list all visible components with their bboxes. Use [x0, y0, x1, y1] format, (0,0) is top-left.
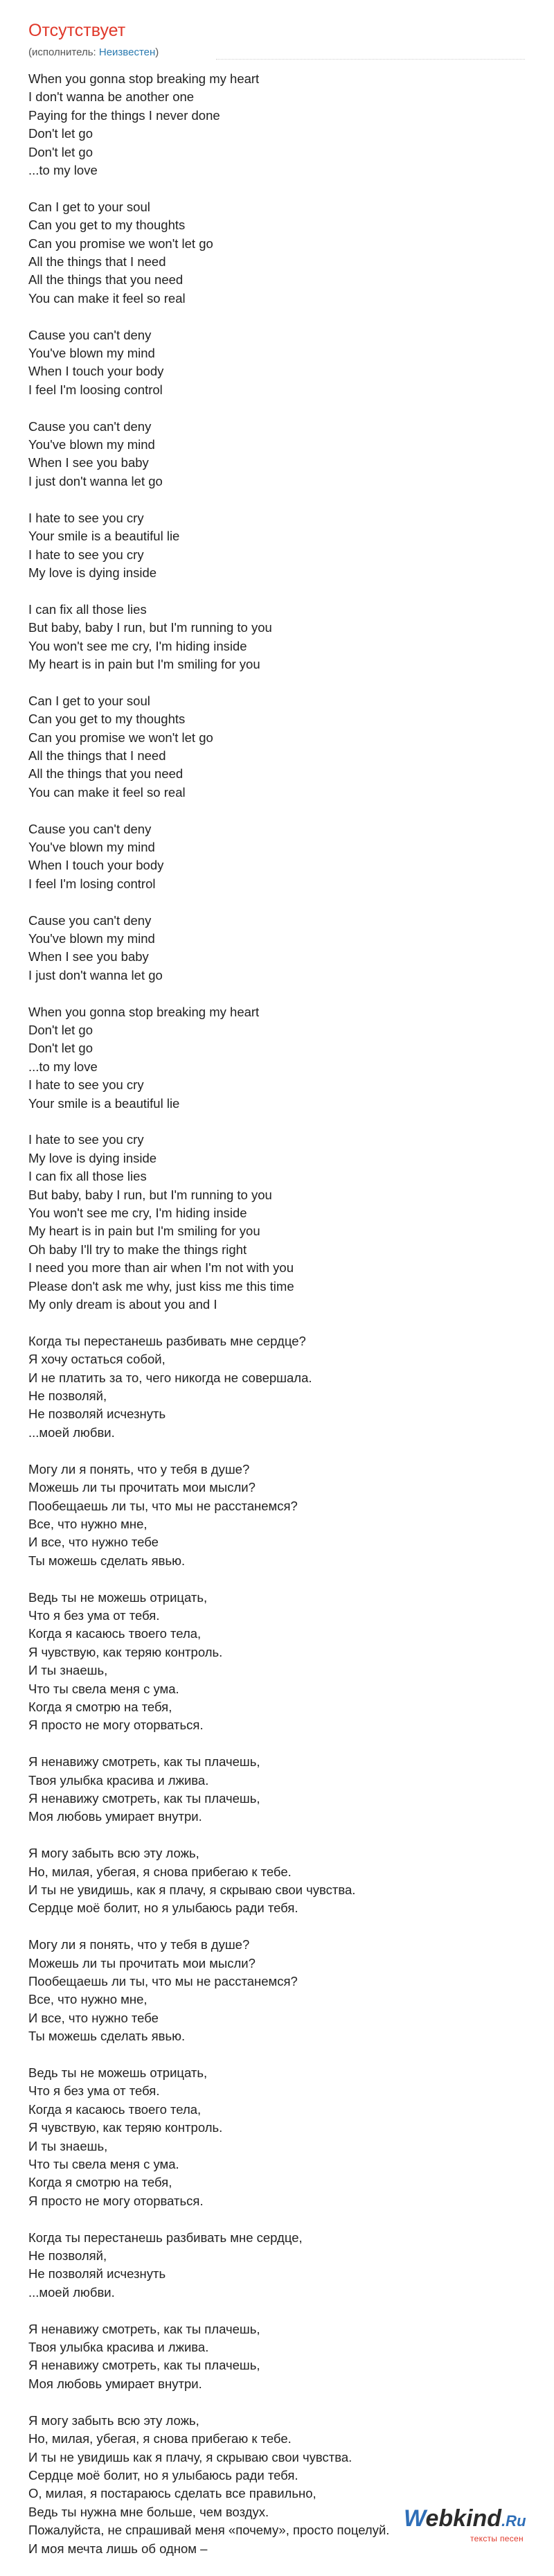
lyrics-stanza — [28, 1844, 527, 1918]
lyric-line: Могу ли я понять, что у тебя в душе? — [28, 1937, 250, 1952]
lyric-line: You won't see me cry, I'm hiding inside — [28, 638, 247, 653]
lyric-line: Don't let go — [28, 1022, 93, 1037]
lyric-line: Не позволяй, — [28, 1388, 107, 1404]
lyric-line: Твоя улыбка красива и лжива. — [28, 1772, 209, 1788]
lyrics-stanza — [28, 692, 527, 802]
lyric-line: И ты не увидишь, как я плачу, я скрываю свои чувства. — [28, 1882, 356, 1897]
lyric-line: When I see you baby — [28, 949, 149, 964]
lyric-line: I need you more than air when I'm not with you — [28, 1260, 294, 1276]
lyric-line: Когда я смотрю на тебя, — [28, 1699, 172, 1714]
lyric-line: Что я без ума от тебя. — [28, 2083, 160, 2099]
song-title: Отсутствует — [28, 21, 126, 40]
lyric-line: I hate to see you cry — [28, 510, 144, 525]
lyric-line: Cause you can't deny — [28, 821, 152, 836]
lyric-line: Ты можешь сделать явью. — [28, 1553, 186, 1568]
lyrics-stanza — [28, 326, 527, 400]
lyrics-body — [28, 70, 527, 2576]
lyric-line: Can you promise we won't let go — [28, 730, 213, 745]
lyric-line: Пообещаешь ли ты, что мы не расстанемся? — [28, 1974, 298, 1988]
lyric-line: Paying for the things I never done — [28, 107, 220, 123]
lyrics-stanza — [28, 418, 527, 491]
lyric-line: Can you get to my thoughts — [28, 218, 186, 233]
artist-line — [28, 46, 159, 58]
artist-prefix: (исполнитель: — [28, 46, 99, 58]
lyric-line: Но, милая, убегая, я снова прибегаю к тебе. — [28, 1864, 292, 1879]
lyric-line: Когда ты перестанешь разбивать мне сердце, — [28, 2230, 303, 2245]
lyric-line: Я ненавижу смотреть, как ты плачешь, — [28, 2321, 260, 2336]
logo-w: W — [404, 2505, 426, 2532]
lyric-line: Что ты свела меня с ума. — [28, 2157, 179, 2172]
lyric-line: All the things that you need — [28, 272, 184, 288]
lyric-line: You can make it feel so real — [28, 784, 186, 800]
lyric-line: Моя любовь умирает внутри. — [28, 1809, 202, 1824]
lyric-line: Я просто не могу оторваться. — [28, 2193, 204, 2208]
lyric-line: Что я без ума от тебя. — [28, 1607, 160, 1623]
artist-suffix: ) — [155, 46, 159, 58]
lyric-line: I just don't wanna let go — [28, 473, 163, 488]
logo-wordmark — [404, 2505, 542, 2535]
lyric-line: Ведь ты не можешь отрицать, — [28, 1589, 208, 1605]
lyric-line: Your smile is a beautiful lie — [28, 529, 180, 544]
lyric-line: You've blown my mind — [28, 437, 155, 452]
lyrics-stanza — [28, 198, 527, 308]
lyric-line: Can I get to your soul — [28, 693, 150, 708]
lyric-line: Don't let go — [28, 144, 93, 159]
lyric-line: But baby, baby I run, but I'm running to you — [28, 1187, 272, 1202]
logo-subtitle: тексты песен — [470, 2534, 524, 2543]
lyric-line: Ты можешь сделать явью. — [28, 2029, 186, 2044]
lyric-line: Can I get to your soul — [28, 199, 150, 214]
lyric-line: Don't let go — [28, 1041, 93, 1056]
lyric-line: Cause you can't deny — [28, 418, 152, 434]
lyric-line: Все, что нужно мне, — [28, 1992, 148, 2007]
lyric-line: Все, что нужно мне, — [28, 1516, 148, 1531]
lyric-line: Могу ли я понять, что у тебя в душе? — [28, 1461, 250, 1476]
lyric-line: When you gonna stop breaking my heart — [28, 71, 260, 86]
lyric-line: I can fix all those lies — [28, 601, 147, 617]
lyric-line: И ты не увидишь как я плачу, я скрываю свои чувства. — [28, 2449, 352, 2464]
lyric-line: My love is dying inside — [28, 1150, 157, 1165]
lyrics-stanza — [28, 601, 527, 674]
lyric-line: When I see you baby — [28, 455, 149, 470]
lyric-line: Когда я касаюсь твоего тела, — [28, 1626, 202, 1641]
lyric-line: Пообещаешь ли ты, что мы не расстанемся? — [28, 1498, 298, 1513]
lyric-line: Когда ты перестанешь разбивать мне сердце? — [28, 1333, 306, 1348]
lyric-line: Can you get to my thoughts — [28, 712, 186, 727]
lyrics-stanza — [28, 1461, 527, 1570]
lyrics-stanza — [28, 70, 527, 179]
logo-rest: ebkind — [425, 2505, 502, 2532]
lyrics-stanza — [28, 1753, 527, 1826]
lyric-line: ...to my love — [28, 1059, 98, 1074]
lyric-line: All the things that I need — [28, 254, 166, 270]
lyric-line: И не платить за то, чего никогда не совершала. — [28, 1370, 312, 1385]
lyric-line: Я чувствую, как теряю контроль. — [28, 1644, 223, 1659]
lyric-line: Можешь ли ты прочитать мои мысли? — [28, 1955, 256, 1970]
lyric-line: ...to my love — [28, 163, 98, 178]
lyric-line: I can fix all those lies — [28, 1169, 147, 1184]
lyrics-stanza — [28, 1936, 527, 2045]
lyrics-stanza — [28, 509, 527, 583]
lyric-line: Что ты свела меня с ума. — [28, 1681, 179, 1696]
lyric-line: I hate to see you cry — [28, 1132, 144, 1147]
lyrics-stanza — [28, 820, 527, 894]
lyric-line: Can you promise we won't let go — [28, 236, 213, 251]
lyric-line: Твоя улыбка красива и лжива. — [28, 2340, 209, 2355]
lyric-line: Когда я касаюсь твоего тела, — [28, 2101, 202, 2117]
lyric-line: When you gonna stop breaking my heart — [28, 1004, 260, 1019]
lyric-line: И ты знаешь, — [28, 2138, 108, 2153]
lyric-line: You've blown my mind — [28, 346, 155, 361]
lyric-line: О, милая, я постараюсь сделать все правильно, — [28, 2486, 316, 2501]
lyric-line: When I touch your body — [28, 858, 164, 873]
lyric-line: Я ненавижу смотреть, как ты плачешь, — [28, 2358, 260, 2373]
lyric-line: I feel I'm losing control — [28, 876, 156, 891]
lyric-line: ...моей любви. — [28, 2284, 115, 2300]
lyric-line: Но, милая, убегая, я снова прибегаю к тебе. — [28, 2431, 292, 2446]
header-divider — [216, 59, 525, 60]
lyric-line: When I touch your body — [28, 364, 164, 379]
lyric-line: Я могу забыть всю эту ложь, — [28, 2412, 199, 2428]
lyrics-stanza — [28, 1332, 527, 1442]
lyrics-stanza — [28, 1589, 527, 1735]
lyric-line: Не позволяй исчезнуть — [28, 1406, 166, 1422]
lyric-line: You can make it feel so real — [28, 290, 186, 306]
lyric-line: Я ненавижу смотреть, как ты плачешь, — [28, 1754, 260, 1770]
lyrics-stanza — [28, 1003, 527, 1113]
lyric-line: Cause you can't deny — [28, 912, 152, 928]
lyric-line: Пожалуйста, не спрашивай меня «почему», просто поцелуй. — [28, 2523, 390, 2538]
lyric-line: All the things that I need — [28, 748, 166, 763]
lyric-line: И ты знаешь, — [28, 1663, 108, 1678]
lyric-line: Я ненавижу смотреть, как ты плачешь, — [28, 1790, 260, 1806]
lyric-line: My love is dying inside — [28, 565, 157, 580]
lyric-line: Сердце моё болит, но я улыбаюсь ради тебя. — [28, 2467, 298, 2482]
lyric-line: My heart is in pain but I'm smiling for you — [28, 656, 260, 671]
lyric-line: You won't see me cry, I'm hiding inside — [28, 1206, 247, 1221]
lyric-line: I just don't wanna let go — [28, 967, 163, 982]
lyric-line: I hate to see you cry — [28, 1077, 144, 1093]
lyric-line: Oh baby I'll try to make the things right — [28, 1242, 247, 1257]
lyric-line: Ведь ты нужна мне больше, чем воздух. — [28, 2504, 269, 2519]
lyric-line: Я чувствую, как теряю контроль. — [28, 2120, 223, 2135]
lyrics-stanza — [28, 912, 527, 985]
lyric-line: Когда я смотрю на тебя, — [28, 2175, 172, 2190]
artist-link[interactable]: Неизвестен — [98, 46, 156, 58]
lyric-line: И все, что нужно тебе — [28, 2010, 159, 2025]
lyric-line: Я могу забыть всю эту ложь, — [28, 1846, 199, 1861]
lyrics-stanza — [28, 2064, 527, 2210]
lyric-line: I don't wanna be another one — [28, 89, 195, 105]
lyrics-stanza — [28, 2229, 527, 2302]
lyric-line: Моя любовь умирает внутри. — [28, 2376, 202, 2391]
lyric-line: Please don't ask me why, just kiss me this time — [28, 1278, 294, 1294]
lyric-line: Я хочу остаться собой, — [28, 1352, 166, 1367]
lyric-line: My heart is in pain but I'm smiling for you — [28, 1224, 260, 1239]
lyric-line: И все, что нужно тебе — [28, 1535, 159, 1550]
lyric-line: Я просто не могу оторваться. — [28, 1718, 204, 1733]
lyric-line: You've blown my mind — [28, 930, 155, 946]
webkind-logo[interactable] — [404, 2505, 542, 2549]
lyric-line: I hate to see you cry — [28, 547, 144, 562]
lyrics-stanza — [28, 2320, 527, 2394]
lyric-line: I feel I'm loosing control — [28, 382, 163, 397]
lyric-line: You've blown my mind — [28, 839, 155, 854]
lyric-line: Не позволяй исчезнуть — [28, 2266, 166, 2282]
lyric-line: My only dream is about you and I — [28, 1297, 217, 1312]
lyrics-stanza — [28, 1131, 527, 1314]
lyric-line: Можешь ли ты прочитать мои мысли? — [28, 1480, 256, 1495]
lyric-line: All the things that you need — [28, 766, 184, 782]
lyric-line: Ведь ты не можешь отрицать, — [28, 2065, 208, 2081]
lyric-line: И моя мечта лишь об одном – — [28, 2541, 208, 2556]
logo-tld: .Ru — [501, 2512, 526, 2530]
lyric-line: Don't let go — [28, 126, 93, 141]
lyric-line: Your smile is a beautiful lie — [28, 1095, 180, 1111]
lyric-line: But baby, baby I run, but I'm running to you — [28, 620, 272, 635]
lyric-line: Cause you can't deny — [28, 327, 152, 342]
lyric-line: Сердце моё болит, но я улыбаюсь ради тебя. — [28, 1900, 298, 1916]
lyric-line: Не позволяй, — [28, 2248, 107, 2264]
lyric-line: ...моей любви. — [28, 1424, 115, 1440]
